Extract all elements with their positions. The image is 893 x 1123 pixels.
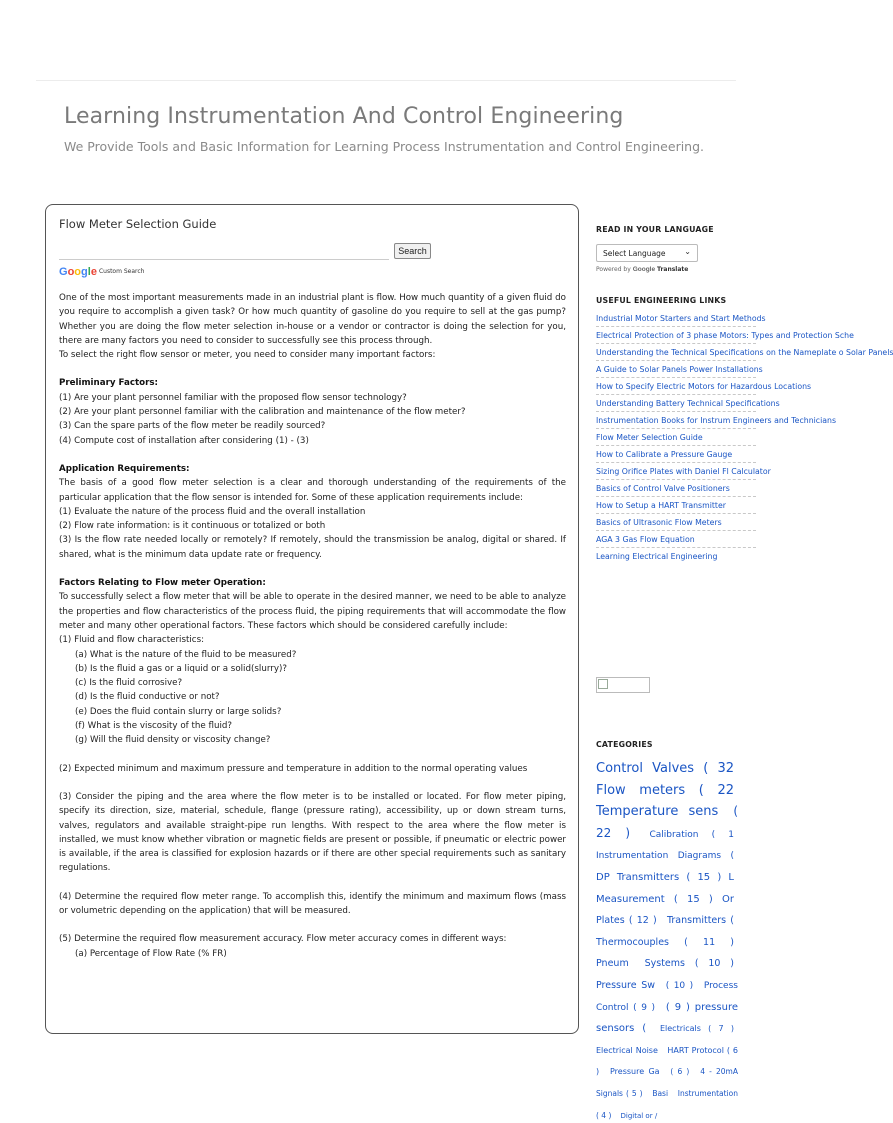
language-select[interactable]: Select Language ⌄ [596, 244, 698, 262]
sidebar-link-electrical-engineering[interactable]: Learning Electrical Engineering [596, 552, 718, 561]
operation-factors: Factors Relating to Flow meter Operation: To successfully select a flow meter that will be able to operate in the desired manner, we need to be able to analyze the properties and flow characteristics of the process fluid, the piping requirements that will accommodate the flow meter and many other operational factors. These factors which should be considered carefully include: (1) Fluid and flow characteristics: (a) What is the nature of the fluid to be measured? (b) Is the fluid a gas or a liquid or a solid(slurry)? (c) Is the fluid corrosive? (d) Is the fluid conductive or not? (e) Does the fluid contain slurry or large solids? (f) What is the viscosity of the fluid? (g) Will the fluid density or viscosity change? [59, 578, 566, 746]
sidebar-link-ultrasonic-flow[interactable]: Basics of Ultrasonic Flow Meters [596, 517, 756, 531]
section-heading: Preliminary Factors: [59, 378, 159, 389]
sidebar-link-instrumentation-books[interactable]: Instrumentation Books for Instrum Engineers and Technicians [596, 415, 756, 429]
category-link[interactable]: DP Transmitters ( 15 ) L [596, 871, 734, 883]
sidebar-link-hart-transmitter[interactable]: How to Setup a HART Transmitter [596, 500, 756, 514]
post-container [45, 204, 579, 1034]
category-link[interactable]: Process Control ( 9 ) [596, 980, 738, 1013]
categories-heading: CATEGORIES [596, 740, 653, 749]
article-paragraph: (3) Consider the piping and the area where the flow meter is to be installed or located. For flow meter piping, specify its direction, size, material, schedule, flange (pressure rating), accessibility, up or down stream turns, valves, regulators and available straight-pipe run lengths. With respect to the area where the flow meter is installed, we must know whether vibration or magnetic fields are present or possible, if pneumatic or electric power is available, if the area is classified for explosion hazards or if there are other special requirements such as sanitary regulations. [59, 791, 566, 874]
google-logo: Google [59, 266, 97, 278]
category-link[interactable]: HART Protocol ( 6 ) [596, 1045, 738, 1077]
sidebar-link-electric-motors[interactable]: How to Specify Electric Motors for Hazardous Locations [596, 381, 756, 395]
section-heading: Application Requirements: [59, 463, 190, 474]
links-heading: USEFUL ENGINEERING LINKS [596, 296, 727, 305]
custom-search-label: Custom Search [98, 268, 145, 275]
search-button[interactable]: Search [394, 243, 431, 259]
site-description: We Provide Tools and Basic Information for Learning Process Instrumentation and Control Engineering. [64, 139, 705, 154]
category-link[interactable]: ( 6 ) [670, 1067, 690, 1077]
category-link[interactable]: Control Valves ( 32 [596, 761, 734, 776]
article-body [59, 291, 566, 975]
sidebar-link-pressure-gauge[interactable]: How to Calibrate a Pressure Gauge [596, 449, 756, 463]
broken-image[interactable] [596, 677, 650, 693]
article-paragraph: (4) Determine the required flow meter range. To accomplish this, identify the minimum and maximum flows (mass or volumetric depending on the application) that will be measured. [59, 891, 566, 916]
translate-link[interactable]: Translate [657, 266, 689, 273]
category-link[interactable]: 4 - 20mA Signals ( 5 ) [596, 1067, 738, 1098]
sidebar-link-aga3[interactable]: AGA 3 Gas Flow Equation [596, 534, 756, 548]
sidebar-link-orifice-plates[interactable]: Sizing Orifice Plates with Daniel Fl Calculator [596, 466, 756, 480]
sidebar-link-solar-nameplate[interactable]: Understanding the Technical Specifications on the Nameplate o Solar Panels [596, 347, 756, 361]
sidebar-link-solar-guide[interactable]: A Guide to Solar Panels Power Installations [596, 364, 756, 378]
google-logo: Google [632, 266, 656, 273]
categories-cloud [596, 756, 738, 1123]
chevron-down-icon: ⌄ [684, 247, 691, 256]
language-heading: READ IN YOUR LANGUAGE [596, 225, 714, 234]
site-title[interactable]: Learning Instrumentation And Control Engineering [64, 104, 624, 129]
sidebar-link-flow-meter-guide[interactable]: Flow Meter Selection Guide [596, 432, 756, 446]
category-link[interactable]: ( 22 ) [596, 804, 738, 840]
category-link[interactable]: ( 10 ) [665, 980, 694, 991]
category-link[interactable]: Pressure Sw [596, 979, 655, 991]
sidebar-link-motor-starters[interactable]: Industrial Motor Starters and Start Methods [596, 313, 756, 327]
post-title: Flow Meter Selection Guide [59, 217, 217, 231]
category-link[interactable]: Digital or / [620, 1111, 658, 1120]
category-link[interactable]: Basi [652, 1088, 669, 1098]
engineering-links-list [596, 313, 893, 567]
category-link[interactable]: Electrical Noise [596, 1045, 658, 1055]
category-link[interactable]: Pneum [596, 958, 629, 970]
sidebar-link-battery-specs[interactable]: Understanding Battery Technical Specifications [596, 398, 756, 412]
category-link[interactable]: Thermocouples ( 11 ) [596, 936, 734, 948]
article-paragraph: (5) Determine the required flow measurement accuracy. Flow meter accuracy comes in different ways: (a) Percentage of Flow Rate (% FR) [59, 934, 507, 959]
search-input[interactable] [59, 244, 389, 260]
broken-image-icon [598, 679, 608, 689]
section-heading: Factors Relating to Flow meter Operation: [59, 578, 266, 589]
article-paragraph: (2) Expected minimum and maximum pressure and temperature in addition to the normal operating values [59, 763, 528, 774]
category-link[interactable]: Instrumentation Diagrams ( [596, 851, 734, 862]
category-link[interactable]: Temperature sens [596, 804, 719, 820]
category-link[interactable]: Systems ( 10 ) [644, 958, 734, 970]
sidebar [596, 0, 893, 1120]
powered-by-google-translate: Powered by Google Translate [596, 266, 689, 273]
sidebar-link-electrical-protection[interactable]: Electrical Protection of 3 phase Motors: Types and Protection Sche [596, 330, 756, 344]
application-requirements: Application Requirements: The basis of a good flow meter selection is a clear and thorough understanding of the requirements of the particular application that the flow sensor is intended for. Some of these application requirements include: (1) Evaluate the nature of the process fluid and the overall installation (2) Flow rate information: is it continuous or totalized or both (3) Is the flow rate needed locally or remotely? If remotely, should the transmission be analog, digital or shared. If shared, what is the minimum data update rate or frequency. [59, 463, 566, 560]
article-paragraph: One of the most important measurements made in an industrial plant is flow. How much quantity of a given fluid do you require to accomplish a given task? Or how much quantity of gasoline do you require to sell at the gas pump? Whether you are doing the flow meter selection in-house or a vendor or contractor is doing the selection for you, there are many factors you need to consider to successfully see this process through. To select the right flow sensor or meter, you need to consider many important factors: [59, 293, 566, 361]
google-custom-search-branding [59, 260, 144, 279]
category-link[interactable]: ( 9 ) pressure sensors ( [596, 1001, 738, 1035]
category-link[interactable]: Transmitters ( [666, 915, 735, 927]
category-link[interactable]: Flow meters ( 22 [596, 782, 734, 798]
category-link[interactable]: Measurement ( 15 ) Or [596, 893, 734, 905]
category-link[interactable]: Plates ( 12 ) [596, 915, 657, 927]
category-link[interactable]: Calibration ( 1 [649, 829, 734, 840]
category-link[interactable]: Electricals ( 7 ) [659, 1024, 735, 1034]
preliminary-factors: Preliminary Factors: (1) Are your plant personnel familiar with the proposed flow sensor technology? (2) Are your plant personnel familiar with the calibration and maintenance of the flow meter? (3) Can the spare parts of the flow meter be readily sourced? (4) Compute cost of installation after considering (1) - (3) [59, 378, 466, 446]
category-link[interactable]: Pressure Ga [609, 1067, 660, 1077]
sidebar-link-valve-positioners[interactable]: Basics of Control Valve Positioners [596, 483, 756, 497]
category-link[interactable]: Instrumentation ( 4 ) [596, 1088, 738, 1120]
